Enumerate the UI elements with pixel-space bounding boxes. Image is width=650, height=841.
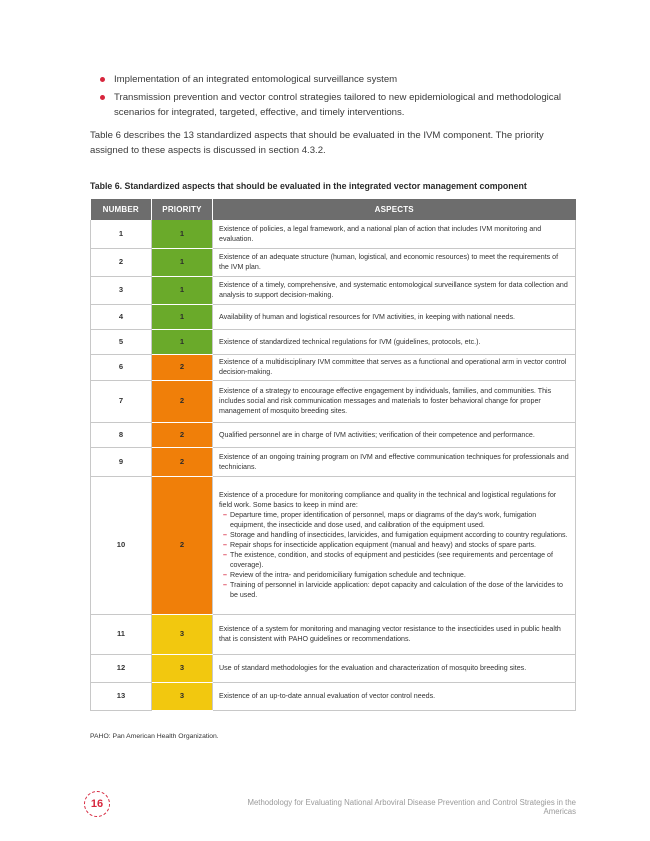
row-priority: 3 xyxy=(152,682,213,710)
table-row xyxy=(91,654,576,682)
table-row xyxy=(91,304,576,329)
table-row xyxy=(91,220,576,248)
table-row xyxy=(91,329,576,354)
table-footnote: PAHO: Pan American Health Organization. xyxy=(90,733,219,740)
bullet-dot-icon xyxy=(100,95,105,100)
dash-bullet-icon: – xyxy=(223,551,227,559)
row-priority: 1 xyxy=(152,248,213,276)
row-aspect xyxy=(213,248,576,276)
aspect-text: Existence of standardized technical regulations for IVM (guidelines, protocols, etc.). xyxy=(219,337,481,346)
row-number: 2 xyxy=(91,248,152,276)
row-priority: 1 xyxy=(152,304,213,329)
running-footer: Methodology for Evaluating National Arboviral Disease Prevention and Control Strategies in the Americas xyxy=(247,798,576,816)
row-priority: 2 xyxy=(152,380,213,422)
row-number: 1 xyxy=(91,220,152,248)
table-caption: Table 6. Standardized aspects that should be evaluated in the integrated vector management component xyxy=(90,181,527,191)
bullet-dot-icon xyxy=(100,77,105,82)
aspect-subitem xyxy=(219,540,569,550)
aspect-text: Use of standard methodologies for the evaluation and characterization of mosquito breeding sites. xyxy=(219,664,527,672)
row-number: 5 xyxy=(91,329,152,354)
dash-bullet-icon: – xyxy=(223,531,227,539)
aspect-text: Existence of policies, a legal framework, and a national plan of action that includes IVM monitoring and evaluation. xyxy=(219,224,542,243)
aspect-text: Existence of an ongoing training program on IVM and effective communication techniques for professionals and technicians. xyxy=(219,452,569,471)
row-priority: 2 xyxy=(152,447,213,476)
row-aspect xyxy=(213,329,576,354)
row-priority: 2 xyxy=(152,476,213,614)
table-row xyxy=(91,276,576,304)
row-priority: 2 xyxy=(152,422,213,447)
aspect-subitem-text: The existence, condition, and stocks of equipment and pesticides (see requirements and percentage of coverage). xyxy=(230,551,553,569)
aspect-subitem xyxy=(219,550,569,570)
row-priority: 3 xyxy=(152,614,213,654)
table-row xyxy=(91,614,576,654)
row-aspect xyxy=(213,304,576,329)
aspect-text: Existence of a procedure for monitoring compliance and quality in the technical and logistical regulations for field work. Some basics to keep in mind are: xyxy=(219,491,557,509)
row-aspect xyxy=(213,654,576,682)
row-number: 8 xyxy=(91,422,152,447)
aspect-subitem-text: Storage and handling of insecticides, larvicides, and fumigation equipment according to country regulations. xyxy=(230,531,568,539)
bullet-item xyxy=(96,90,586,120)
bullet-text: Implementation of an integrated entomological surveillance system xyxy=(114,74,398,85)
aspect-text: Existence of an adequate structure (human, logistical, and economic resources) to meet the requirements of the IVM plan. xyxy=(219,253,559,271)
aspects-table xyxy=(90,199,576,711)
dash-bullet-icon: – xyxy=(223,581,227,589)
aspect-subitem-text: Review of the intra- and peridomiciliary fumigation schedule and technique. xyxy=(230,571,466,579)
row-number: 11 xyxy=(91,614,152,654)
row-priority: 3 xyxy=(152,654,213,682)
table-row xyxy=(91,248,576,276)
row-aspect xyxy=(213,354,576,380)
aspect-text: Availability of human and logistical resources for IVM activities, in keeping with national needs. xyxy=(219,312,515,321)
row-aspect xyxy=(213,422,576,447)
aspect-text: Existence of a multidisciplinary IVM committee that serves as a functional and operational arm in vector control decision-making. xyxy=(219,358,567,376)
aspect-text: Existence of a strategy to encourage effective engagement by individuals, families, and communities. This includes social and risk communication messages and materials to foster behavioral change for proper management of mosquito breeding sites. xyxy=(219,387,552,415)
row-number: 9 xyxy=(91,447,152,476)
table-header-row xyxy=(91,199,576,220)
aspect-subitem-text: Departure time, proper identification of personnel, maps or diagrams of the day's work, fumigation equipment, the insecticide and dose used, and calibration of the equipment used. xyxy=(230,511,537,529)
page-number: 16 xyxy=(90,798,104,810)
row-priority: 1 xyxy=(152,276,213,304)
dash-bullet-icon: – xyxy=(223,541,227,549)
aspect-text: Existence of a system for monitoring and managing vector resistance to the insecticides used in public health that is consistent with PAHO guidelines or recommendations. xyxy=(219,625,561,643)
intro-paragraph: Table 6 describes the 13 standardized aspects that should be evaluated in the IVM component. The priority assigned to these aspects is discussed in section 4.3.2. xyxy=(90,130,544,156)
row-aspect xyxy=(213,220,576,248)
bullet-item xyxy=(96,72,586,87)
row-number: 13 xyxy=(91,682,152,710)
row-number: 3 xyxy=(91,276,152,304)
bullet-text: Transmission prevention and vector control strategies tailored to new epidemiological and methodological scenarios for integrated, targeted, effective, and timely interventions. xyxy=(114,92,562,118)
aspect-subitem xyxy=(219,510,569,530)
row-number: 12 xyxy=(91,654,152,682)
bullet-list xyxy=(96,72,586,123)
header-aspects: ASPECTS xyxy=(213,199,576,220)
row-aspect xyxy=(213,447,576,476)
page-number-badge xyxy=(84,791,110,817)
row-number: 10 xyxy=(91,476,152,614)
aspect-text: Existence of a timely, comprehensive, and systematic entomological surveillance system for data collection and analysis to support decision-making. xyxy=(219,281,568,299)
row-priority: 2 xyxy=(152,354,213,380)
row-priority: 1 xyxy=(152,329,213,354)
aspect-subitem-list xyxy=(219,510,569,600)
row-aspect xyxy=(213,276,576,304)
header-number: NUMBER xyxy=(91,199,152,220)
row-priority: 1 xyxy=(152,220,213,248)
row-aspect xyxy=(213,682,576,710)
row-number: 4 xyxy=(91,304,152,329)
aspect-subitem xyxy=(219,570,569,580)
table-row xyxy=(91,354,576,380)
aspect-subitem xyxy=(219,580,569,600)
row-number: 6 xyxy=(91,354,152,380)
row-number: 7 xyxy=(91,380,152,422)
table-row xyxy=(91,422,576,447)
table-row xyxy=(91,682,576,710)
aspect-text: Qualified personnel are in charge of IVM activities; verification of their competence and performance. xyxy=(219,430,535,439)
row-aspect xyxy=(213,380,576,422)
table-row xyxy=(91,380,576,422)
table-row xyxy=(91,447,576,476)
row-aspect xyxy=(213,614,576,654)
row-aspect xyxy=(213,476,576,614)
dash-bullet-icon: – xyxy=(223,571,227,579)
aspect-subitem-text: Repair shops for insecticide application equipment (manual and heavy) and stocks of spare parts. xyxy=(230,541,536,549)
header-priority: PRIORITY xyxy=(152,199,213,220)
dash-bullet-icon: – xyxy=(223,511,227,519)
aspect-subitem xyxy=(219,530,569,540)
aspect-text: Existence of an up-to-date annual evaluation of vector control needs. xyxy=(219,692,436,700)
table-row xyxy=(91,476,576,614)
aspect-subitem-text: Training of personnel in larvicide application: depot capacity and calculation of the dose of the larvicides to be used. xyxy=(230,581,563,599)
